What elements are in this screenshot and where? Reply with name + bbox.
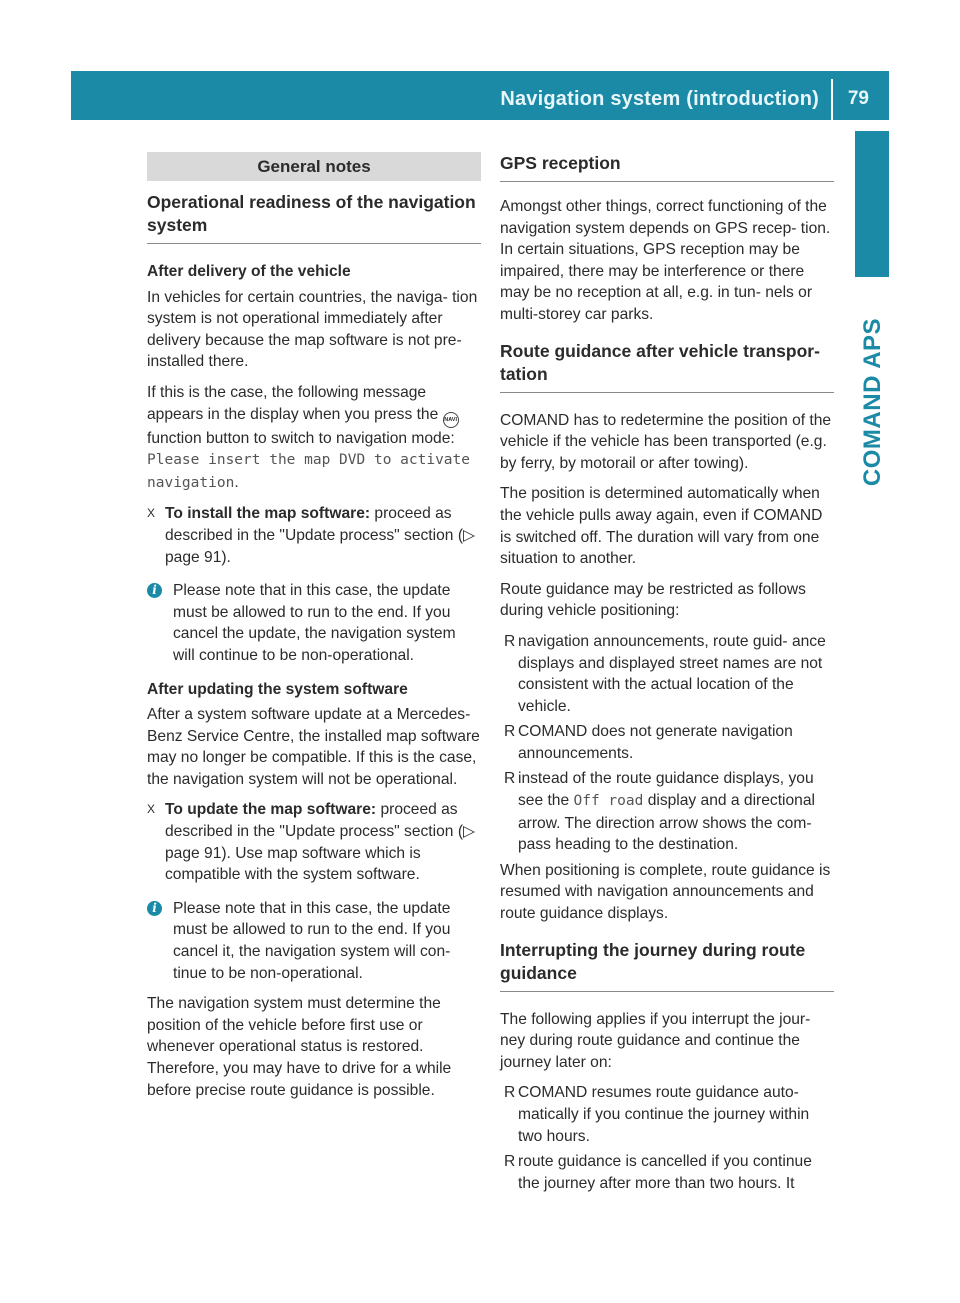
note <box>147 898 481 984</box>
bullet-icon: R <box>504 632 516 650</box>
left-column <box>147 152 481 1110</box>
list-text: navigation announcements, route guid- ance displays and displayed street names are not consistent with the actual location of the vehicle. <box>518 632 826 715</box>
step-label: To install the map software: <box>165 505 371 523</box>
list-text: route guidance is cancelled if you continue the journey after more than two hours. It <box>518 1153 812 1192</box>
paragraph: In vehicles for certain countries, the naviga- tion system is not operational immediately after delivery because the map software is not pre-installed there. <box>147 288 478 371</box>
paragraph: When positioning is complete, route guidance is resumed with navigation announcements and route guidance displays. <box>500 861 831 923</box>
paragraph: Route guidance may be restricted as follows during vehicle positioning: <box>500 580 806 620</box>
bullet-icon: R <box>504 1153 516 1171</box>
page-reference: (▷ page 91). <box>165 526 475 566</box>
step-text: proceed as described in the "Update process" section <box>165 505 454 544</box>
list-item <box>500 631 834 717</box>
section-heading: General notes <box>147 152 481 181</box>
list-item <box>500 768 834 855</box>
note-text: Please note that in this case, the update must be allowed to run to the end. If you cancel it, the navigation system will con- tinue to be non-operational. <box>173 899 451 982</box>
list-item <box>500 721 834 764</box>
subheading-after-delivery: After delivery of the vehicle <box>147 263 351 280</box>
heading-route-guidance-transport: Route guidance after vehicle transpor- tation <box>500 340 834 393</box>
bullet-icon: R <box>504 770 516 788</box>
list-text: COMAND resumes route guidance auto- matically if you continue the journey within two hours. <box>518 1084 810 1145</box>
chapter-label-text: COMAND APS <box>859 317 886 487</box>
page-header <box>71 71 889 120</box>
paragraph: COMAND has to redetermine the position of the vehicle if the vehicle has been transported (e.g. by ferry, by motorail or after towing). <box>500 411 832 472</box>
chapter-tab <box>855 131 889 277</box>
bullet-icon: R <box>504 723 516 741</box>
nav-button-icon: NAVI <box>443 412 459 428</box>
chapter-label <box>853 292 893 512</box>
list-text: COMAND does not generate navigation announcements. <box>518 723 793 762</box>
list-text: display and a directional arrow. The direction arrow shows the com- pass heading to the destination. <box>518 792 815 854</box>
page-reference: (▷ page 91). Use map software which is compatible with the system software. <box>165 823 475 884</box>
paragraph: The following applies if you interrupt the jour- ney during route guidance and continue the journey later on: <box>500 1010 811 1071</box>
list-text: instead of the route guidance displays, you see the <box>518 770 814 810</box>
note-text: Please note that in this case, the update must be allowed to run to the end. If you cancel the update, the navigation system will continue to be non-operational. <box>173 582 456 664</box>
text: function button to switch to navigation mode: <box>147 429 455 447</box>
step-label: To update the map software: <box>165 801 377 819</box>
paragraph: The position is determined automatically when the vehicle pulls away again, even if COMAND is switched off. The duration will vary from one situation to another. <box>500 485 823 568</box>
step-text: proceed as described in the "Update process" section <box>165 801 458 841</box>
page-number: 79 <box>847 88 869 109</box>
heading-operational-readiness: Operational readiness of the navigation system <box>147 191 481 244</box>
heading-gps-reception: GPS reception <box>500 152 834 182</box>
paragraph: Amongst other things, correct functioning of the navigation system depends on GPS recep- tion. In certain situations, GPS reception may be impaired, there may be interference or there may be no reception at all, e.g. in tun- nels or multi-storey car parks. <box>500 198 831 323</box>
text: If this is the case, the following message appears in the display when you press the <box>147 383 439 423</box>
step-update <box>147 799 481 885</box>
step-install <box>147 503 481 568</box>
right-column <box>500 152 834 1198</box>
display-text: Off road <box>573 793 644 810</box>
info-icon: i <box>147 583 162 598</box>
info-icon: i <box>147 901 162 916</box>
paragraph: The navigation system must determine the position of the vehicle before first use or whenever operational status is restored. Therefore, you may have to drive for a while before precise route guidance is possible. <box>147 995 452 1099</box>
paragraph: After a system software update at a Mercedes-Benz Service Centre, the installed map software may no longer be compatible. If this is the case, the navigation system will not be operational. <box>147 706 480 788</box>
paragraph-message <box>147 382 481 494</box>
bullet-icon: R <box>504 1084 516 1102</box>
header-divider <box>831 79 833 120</box>
heading-interrupting-journey: Interrupting the journey during route guidance <box>500 939 834 992</box>
list-item <box>500 1082 834 1147</box>
step-arrow-icon: X <box>147 802 156 817</box>
display-message: Please insert the map DVD to activate navigation <box>147 452 471 491</box>
list-item <box>500 1151 834 1194</box>
header-title: Navigation system (introduction) <box>500 88 819 110</box>
subheading-after-update: After updating the system software <box>147 680 408 698</box>
note <box>147 580 481 666</box>
step-arrow-icon: X <box>147 506 156 521</box>
text: . <box>234 473 239 491</box>
